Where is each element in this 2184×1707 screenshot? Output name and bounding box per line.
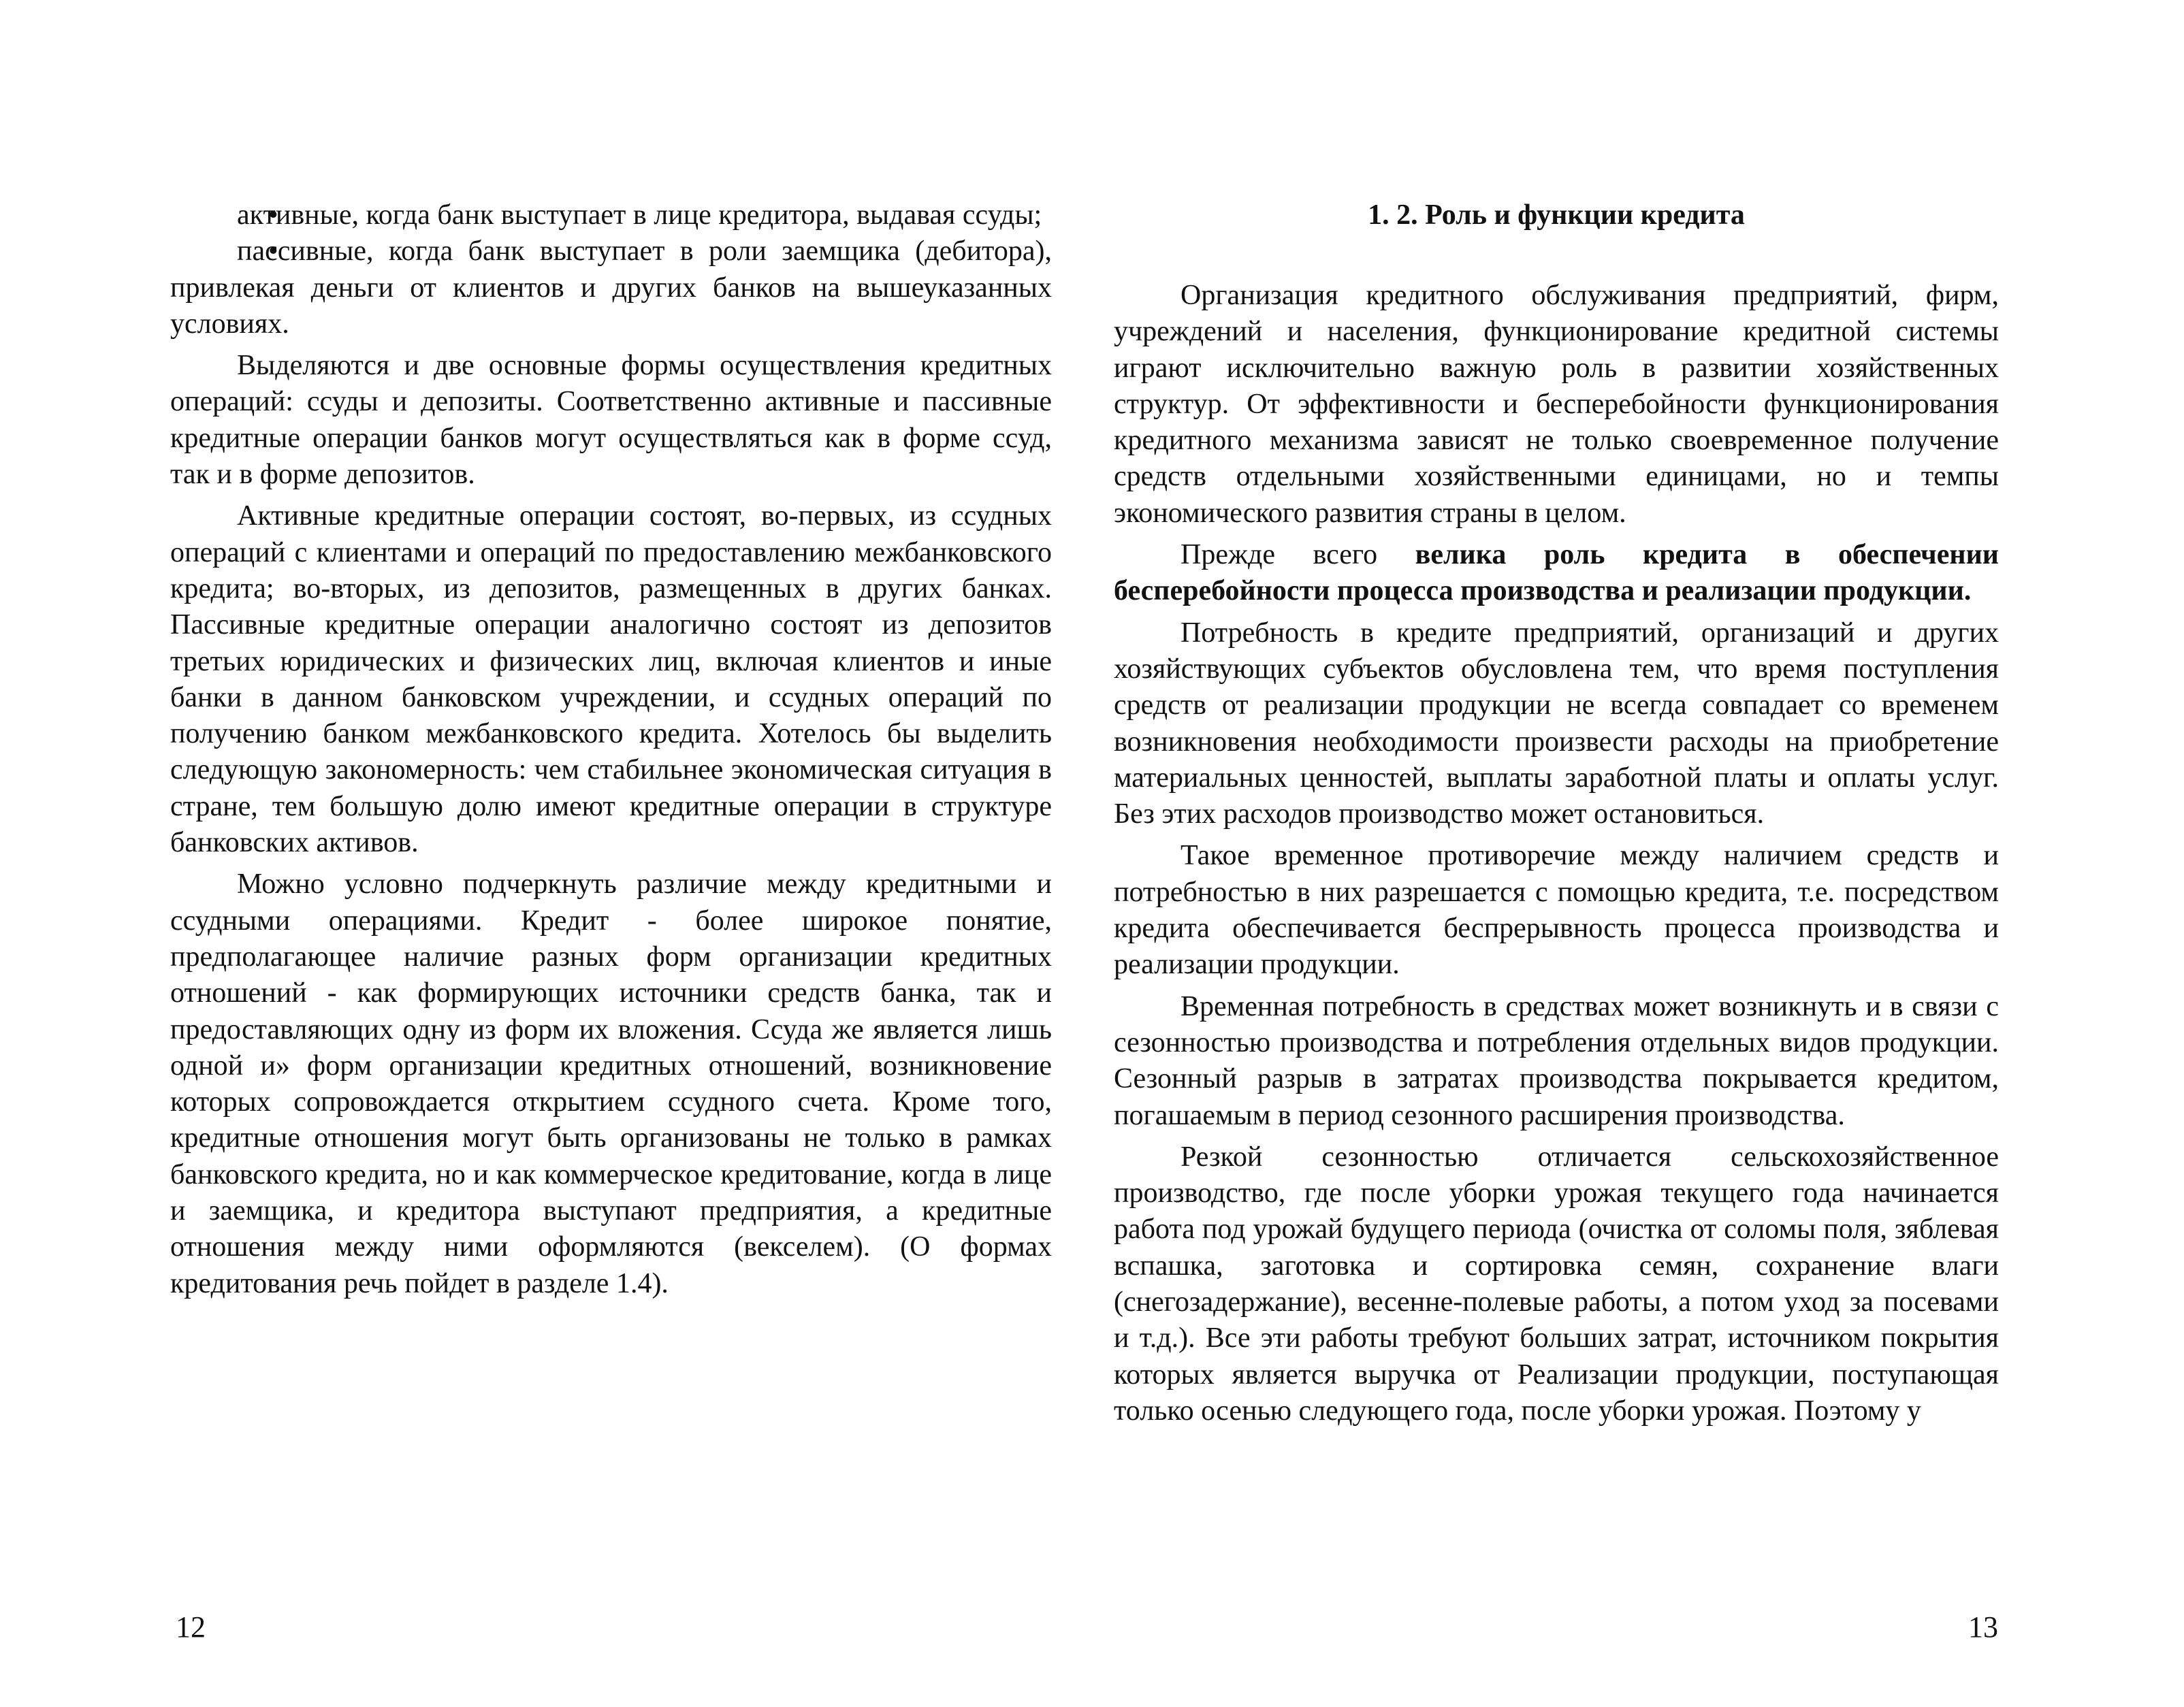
right-text-column xyxy=(1114,197,1999,1429)
bullet-item xyxy=(170,233,1052,342)
bullet-item xyxy=(170,197,1052,233)
paragraph: Резкой сезонностью отличается сельскохозяйственное производство, где после уборки урожая текущего года начинается работа под урожай будущего периода (очистка от соломы поля, зяблевая вспашка, заготовка и сортировка семян, сохранение влаги (снегозадержание), весенне-полевые работы, а потом уход за посевами и т.д.). Все эти работы требуют больших затрат, источником покрытия которых является выручка от Реализации продукции, поступающая только осенью следующего года, после уборки урожая. Поэтому у xyxy=(1114,1141,1999,1427)
bullet-text: пассивные, когда банк выступает в роли заемщика (дебитора), привлекая деньги от клиентов и других банков на вышеуказанных условиях. xyxy=(170,235,1052,340)
paragraph: Можно условно подчеркнуть различие между кредитными и ссудными операциями. Кредит - более широкое понятие, предполагающее наличие разных форм организации кредитных отношений - как формирующих источники средств банка, так и предоставляющих одну из форм их вложения. Ссуда же является лишь одной и» форм организации кредитных отношений, возникновение которых сопровождается открытием ссудного счета. Кроме того, кредитные отношения могут быть организованы не только в рамках банковского кредита, но и как коммерческое кредитование, когда в лице и заемщика, и кредитора выступают предприятия, а кредитные отношения между ними оформляются (векселем). (О формах кредитования речь пойдет в разделе 1.4). xyxy=(170,868,1052,1299)
left-text-column xyxy=(170,197,1052,1302)
paragraph: Временная потребность в средствах может возникнуть и в связи с сезонностью производства и потребления отдельных видов продукции. Сезонный разрыв в затратах производства покрывается кредитом, погашаемым в период сезонного расширения производства. xyxy=(1114,990,1999,1131)
paragraph-emphasis xyxy=(1114,537,1999,610)
page-number: 13 xyxy=(1968,1610,1998,1644)
paragraph: Потребность в кредите предприятий, организаций и других хозяйствующих субъектов обусловлена тем, что время поступления средств от реализации продукции не всегда совпадает со временем возникновения необходимости произвести расходы на приобретение материальных ценностей, выплаты заработной платы и оплаты услуг. Без этих расходов производство может остановиться. xyxy=(1114,617,1999,830)
paragraph: Такое временное противоречие между наличием средств и потребностью в них разрешается с помощью кредита, т.е. посредством кредита обеспечивается беспрерывность процесса производства и реализации продукции. xyxy=(1114,840,1999,981)
paragraph: Активные кредитные операции состоят, во-первых, из ссудных операций с клиентами и операций по предоставлению межбанковского кредита; во-вторых, из депозитов, размещенных в других банках. Пассивные кредитные операции аналогично состоят из депозитов третьих юридических и физических лиц, включая клиентов и иные банки в данном банковском учреждении, и ссудных операций по получению банком межбанковского кредита. Хотелось бы выделить следующую закономерность: чем стабильнее экономическая ситуация в стране, тем большую долю имеют кредитные операции в структуре банковских активов. xyxy=(170,500,1052,859)
paragraph-lead: Прежде всего xyxy=(1181,539,1415,571)
section-heading: 1. 2. Роль и функции кредита xyxy=(1368,199,1745,231)
page-number: 12 xyxy=(176,1610,206,1644)
paragraph: Организация кредитного обслуживания предприятий, фирм, учреждений и населения, функционирование кредитной системы играют исключительно важную роль в развитии хозяйственных структур. От эффективности и бесперебойности функционирования кредитного механизма зависят не только своевременное получение средств отдельными хозяйственными единицами, но и темпы экономического развития страны в целом. xyxy=(1114,280,1999,529)
paragraph: Выделяются и две основные формы осуществления кредитных операций: ссуды и депозиты. Соответственно активные и пассивные кредитные операции банков могут осуществляться как в форме ссуд, так и в форме депозитов. xyxy=(170,350,1052,491)
bullet-text: активные, когда банк выступает в лице кредитора, выдавая ссуды; xyxy=(237,199,1042,231)
right-page xyxy=(1092,0,2184,1707)
bold-emphasis: велика роль кредита в обеспечении бесперебойности процесса производства и реализации продукции. xyxy=(1114,539,1999,607)
